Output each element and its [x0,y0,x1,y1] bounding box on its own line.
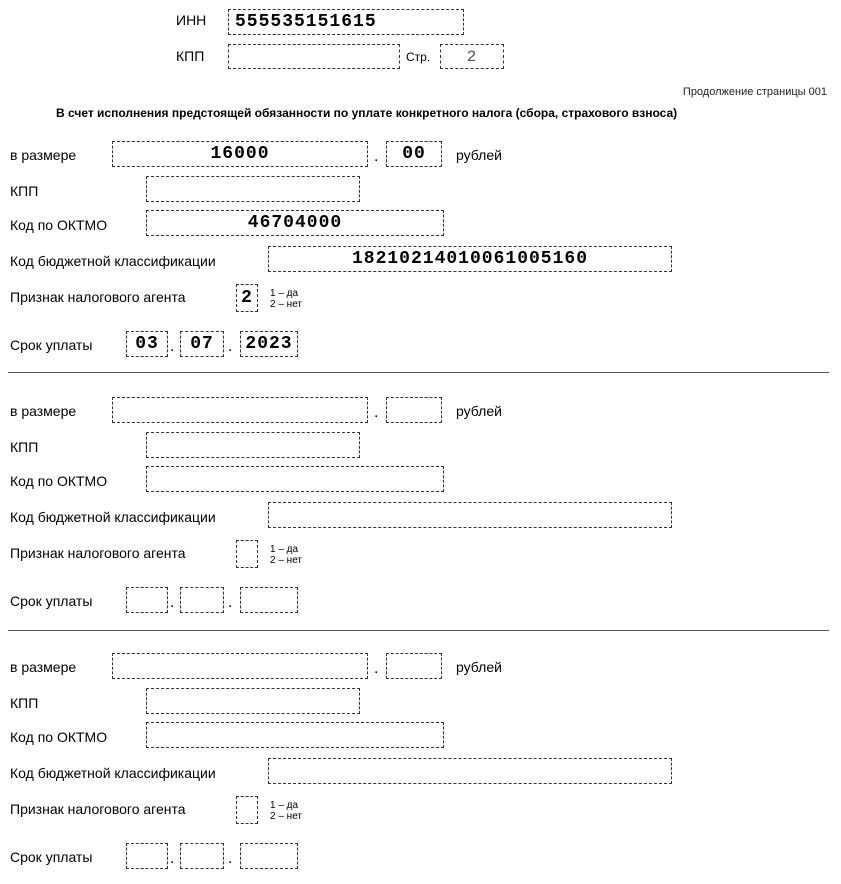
inn-label: ИНН [176,12,207,28]
agent-label: Признак налогового агента [10,801,186,817]
agent-no-note: 2 – нет [270,299,303,310]
due-label: Срок уплаты [10,337,93,353]
kpp-label: КПП [10,439,39,455]
agent-no-note: 2 – нет [270,555,303,566]
agent-label: Признак налогового агента [10,545,186,561]
due-day-field[interactable] [126,843,168,869]
due-year-field[interactable] [240,587,298,613]
due-month-field[interactable] [180,587,224,613]
due-label: Срок уплаты [10,593,93,609]
header-kpp-label: КПП [176,48,205,64]
page-label: Стр. [406,50,431,64]
agent-field[interactable] [236,540,258,568]
rubles-label: рублей [456,147,502,163]
decimal-dot: . [374,148,379,165]
kbk-field[interactable]: 18210214010061005160 [268,246,672,272]
date-dot: . [228,594,233,611]
header-kpp-field[interactable] [228,44,400,69]
amount-label: в размере [10,147,77,163]
oktmo-field[interactable]: 46704000 [146,210,444,236]
continuation-note: Продолжение страницы 001 [682,86,827,98]
date-dot: . [228,850,233,867]
date-dot: . [228,338,233,355]
form-title: В счет исполнения предстоящей обязанности по уплате конкретного налога (сбора, страхового взноса) [56,106,678,120]
due-label: Срок уплаты [10,849,93,865]
agent-field[interactable]: 2 [236,284,258,312]
oktmo-field[interactable] [146,466,444,492]
kpp-label: КПП [10,183,39,199]
oktmo-label: Код по ОКТМО [10,473,108,489]
kbk-field[interactable] [268,758,672,784]
kbk-label: Код бюджетной классификации [10,253,216,269]
agent-yes-note: 1 – да [270,800,299,811]
due-year-field[interactable] [240,843,298,869]
amount-rub-field[interactable]: 16000 [112,141,368,167]
kpp-field[interactable] [146,688,360,714]
amount-rub-field[interactable] [112,653,368,679]
agent-yes-note: 1 – да [270,288,299,299]
decimal-dot: . [374,404,379,421]
date-dot: . [170,850,175,867]
agent-yes-note: 1 – да [270,544,299,555]
amount-label: в размере [10,403,77,419]
kpp-label: КПП [10,695,39,711]
date-dot: . [170,338,175,355]
kpp-field[interactable] [146,176,360,202]
oktmo-label: Код по ОКТМО [10,729,108,745]
amount-kop-field[interactable] [386,397,442,423]
kbk-label: Код бюджетной классификации [10,509,216,525]
due-day-field[interactable] [126,587,168,613]
kbk-field[interactable] [268,502,672,528]
due-year-field[interactable]: 2023 [240,331,298,357]
inn-field[interactable]: 555535151615 [228,9,464,35]
decimal-dot: . [374,660,379,677]
amount-label: в размере [10,659,77,675]
agent-field[interactable] [236,796,258,824]
due-month-field[interactable] [180,843,224,869]
amount-kop-field[interactable]: 00 [386,141,442,167]
date-dot: . [170,594,175,611]
agent-no-note: 2 – нет [270,811,303,822]
rubles-label: рублей [456,403,502,419]
amount-kop-field[interactable] [386,653,442,679]
due-month-field[interactable]: 07 [180,331,224,357]
oktmo-field[interactable] [146,722,444,748]
agent-label: Признак налогового агента [10,289,186,305]
kpp-field[interactable] [146,432,360,458]
oktmo-label: Код по ОКТМО [10,217,108,233]
page-number-field[interactable]: 2 [440,44,504,69]
section-divider [8,372,829,373]
section-divider [8,630,829,631]
kbk-label: Код бюджетной классификации [10,765,216,781]
rubles-label: рублей [456,659,502,675]
amount-rub-field[interactable] [112,397,368,423]
due-day-field[interactable]: 03 [126,331,168,357]
